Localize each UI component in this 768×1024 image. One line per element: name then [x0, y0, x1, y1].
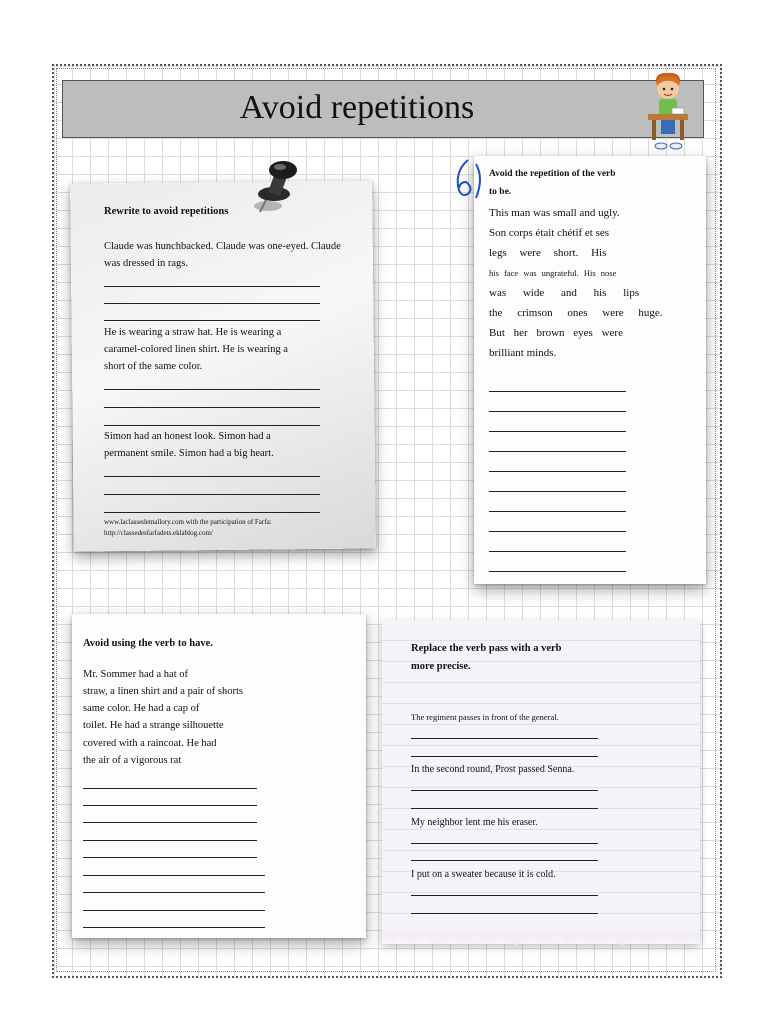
- exercise4-sentence: The regiment passes in front of the general.: [411, 712, 559, 722]
- answer-line[interactable]: [83, 857, 257, 858]
- exercise2-heading: Avoid the repetition of the verb: [489, 169, 616, 179]
- answer-line[interactable]: [83, 788, 257, 789]
- exercise1-text: caramel-colored linen shirt. He is wearing a: [104, 344, 288, 355]
- exercise4-sentence: My neighbor lent me his eraser.: [411, 817, 538, 828]
- answer-line[interactable]: [411, 860, 598, 861]
- answer-line[interactable]: [411, 843, 598, 844]
- exercise2-text: Son corps était chétif et ses: [489, 227, 610, 239]
- exercise2-text: legs were short. His: [489, 247, 607, 259]
- handwritten-annotation: [452, 156, 484, 202]
- answer-line[interactable]: [489, 551, 626, 552]
- note-verb-to-have-exercise: [72, 614, 366, 938]
- answer-line[interactable]: [104, 286, 320, 287]
- answer-line[interactable]: [104, 425, 320, 426]
- answer-line[interactable]: [83, 805, 257, 806]
- answer-line[interactable]: [489, 471, 626, 472]
- answer-line[interactable]: [489, 411, 626, 412]
- answer-line[interactable]: [104, 512, 320, 513]
- answer-line[interactable]: [489, 391, 626, 392]
- exercise3-text: same color. He had a cap of: [83, 703, 200, 714]
- answer-line[interactable]: [83, 892, 265, 893]
- answer-line[interactable]: [83, 822, 257, 823]
- answer-line[interactable]: [489, 451, 626, 452]
- answer-line[interactable]: [411, 790, 598, 791]
- title-banner: [62, 80, 704, 138]
- exercise4-heading: more precise.: [411, 661, 471, 672]
- answer-line[interactable]: [489, 571, 626, 572]
- exercise2-text: was wide and his lips: [489, 287, 640, 299]
- answer-line[interactable]: [411, 808, 598, 809]
- answer-line[interactable]: [411, 895, 598, 896]
- exercise2-text: brilliant minds.: [489, 347, 557, 359]
- exercise1-text: Claude was hunchbacked. Claude was one-eyed. Claude: [104, 241, 341, 252]
- exercise2-text: his face was ungrateful. His nose: [489, 268, 617, 278]
- answer-line[interactable]: [83, 840, 257, 841]
- answer-line[interactable]: [489, 491, 626, 492]
- answer-line[interactable]: [489, 431, 626, 432]
- pushpin-icon: [246, 152, 306, 218]
- answer-line[interactable]: [489, 531, 626, 532]
- exercise2-text: But her brown eyes were: [489, 327, 623, 339]
- exercise4-sentence: I put on a sweater because it is cold.: [411, 869, 556, 880]
- student-at-desk-illustration: [644, 70, 692, 154]
- answer-line[interactable]: [83, 875, 265, 876]
- exercise2-text: the crimson ones were huge.: [489, 307, 663, 319]
- exercise3-text: the air of a vigorous rat: [83, 755, 182, 766]
- credit-text: www.laclassedemallory.com with the participation of Farfa:: [104, 518, 272, 526]
- torn-paper-edge: [382, 932, 700, 950]
- answer-line[interactable]: [104, 303, 320, 304]
- exercise1-text: Simon had an honest look. Simon had a: [104, 431, 271, 442]
- exercise3-text: toilet. He had a strange silhouette: [83, 720, 224, 731]
- answer-line[interactable]: [104, 494, 320, 495]
- exercise3-text: Mr. Sommer had a hat of: [83, 669, 188, 680]
- answer-line[interactable]: [411, 913, 598, 914]
- credit-text: http://classedesfarfadets.eklablog.com/: [104, 529, 213, 537]
- exercise1-text: was dressed in rags.: [104, 258, 188, 269]
- exercise1-text: short of the same color.: [104, 361, 203, 372]
- exercise2-heading: to be.: [489, 187, 512, 197]
- exercise2-text: This man was small and ugly.: [489, 207, 620, 219]
- exercise4-heading: Replace the verb pass with a verb: [411, 643, 562, 654]
- answer-line[interactable]: [83, 927, 265, 928]
- exercise3-text: straw, a linen shirt and a pair of shorts: [83, 686, 243, 697]
- exercise1-text: He is wearing a straw hat. He is wearing a: [104, 327, 282, 338]
- answer-line[interactable]: [83, 910, 265, 911]
- page-title: Avoid repetitions: [239, 89, 475, 126]
- answer-line[interactable]: [104, 389, 320, 390]
- exercise3-text: covered with a raincoat. He had: [83, 738, 217, 749]
- exercise1-text: permanent smile. Simon had a big heart.: [104, 448, 274, 459]
- exercise1-heading: Rewrite to avoid repetitions: [104, 206, 229, 217]
- answer-line[interactable]: [104, 407, 320, 408]
- answer-line[interactable]: [411, 738, 598, 739]
- exercise3-heading: Avoid using the verb to have.: [83, 638, 213, 649]
- answer-line[interactable]: [104, 320, 320, 321]
- answer-line[interactable]: [489, 511, 626, 512]
- exercise4-sentence: In the second round, Prost passed Senna.: [411, 764, 575, 775]
- answer-line[interactable]: [104, 476, 320, 477]
- answer-line[interactable]: [411, 756, 598, 757]
